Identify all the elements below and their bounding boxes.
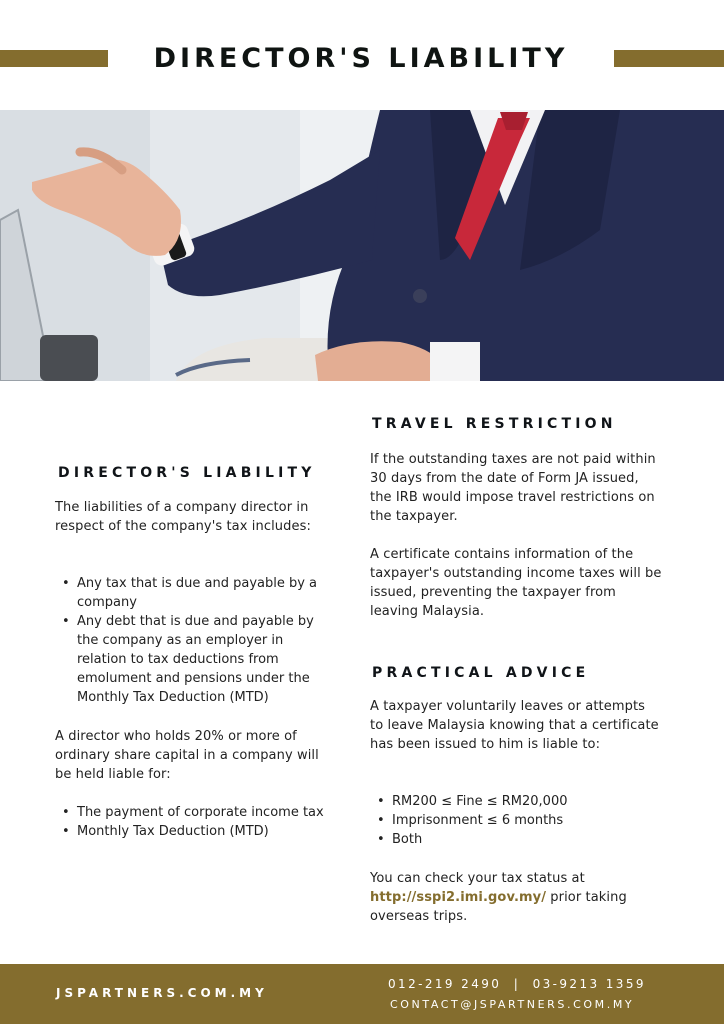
businessman-photo: [0, 110, 724, 381]
list-item: • The payment of corporate income tax: [77, 803, 327, 822]
footer: [0, 964, 724, 1024]
list-item: • Imprisonment ≤ 6 months: [392, 811, 672, 830]
footer-phones: 012-219 2490 | 03-9213 1359: [388, 977, 646, 991]
businessman-illustration: [0, 110, 724, 381]
check-suffix: prior taking overseas trips.: [370, 890, 627, 924]
travel-paragraph-1: If the outstanding taxes are not paid within 30 days from the date of Form JA issued, the IRB would impose travel restrictions on the taxpayer.: [370, 452, 656, 524]
penalty-list: [370, 792, 672, 849]
list-item: • RM200 ≤ Fine ≤ RM20,000: [392, 792, 672, 811]
liability-list: [55, 574, 325, 707]
practical-advice-heading: PRACTICAL ADVICE: [372, 665, 590, 681]
travel-restriction-heading: TRAVEL RESTRICTION: [372, 416, 617, 432]
footer-website[interactable]: JSPARTNERS.COM.MY: [56, 986, 268, 1000]
title-bar-right: [614, 50, 724, 67]
advice-paragraph: A taxpayer voluntarily leaves or attempts to leave Malaysia knowing that a certificate has been issued to him is liable to:: [370, 699, 659, 752]
check-prefix: You can check your tax status at: [370, 871, 585, 886]
liable-for-list: [55, 803, 327, 841]
liability-intro: The liabilities of a company director in respect of the company's tax includes:: [55, 500, 311, 534]
title-bar-left: [0, 50, 108, 67]
tax-status-link[interactable]: http://sspi2.imi.gov.my/: [370, 890, 547, 905]
check-status-paragraph: [370, 869, 660, 926]
list-item: • Any tax that is due and payable by a company: [77, 574, 325, 612]
page-title: DIRECTOR'S LIABILITY: [153, 43, 569, 74]
travel-paragraph-2: A certificate contains information of the taxpayer's outstanding income taxes will be issued, preventing the taxpayer from leaving Malaysia.: [370, 547, 662, 619]
shareholder-paragraph: A director who holds 20% or more of ordinary share capital in a company will be held liable for:: [55, 729, 319, 782]
director-liability-heading: DIRECTOR'S LIABILITY: [58, 465, 316, 481]
list-item: • Any debt that is due and payable by the company as an employer in relation to tax deductions from emolument and pensions under the Monthly Tax Deduction (MTD): [77, 612, 325, 707]
list-item: • Monthly Tax Deduction (MTD): [77, 822, 327, 841]
list-item: • Both: [392, 830, 672, 849]
footer-email[interactable]: CONTACT@JSPARTNERS.COM.MY: [390, 998, 635, 1011]
